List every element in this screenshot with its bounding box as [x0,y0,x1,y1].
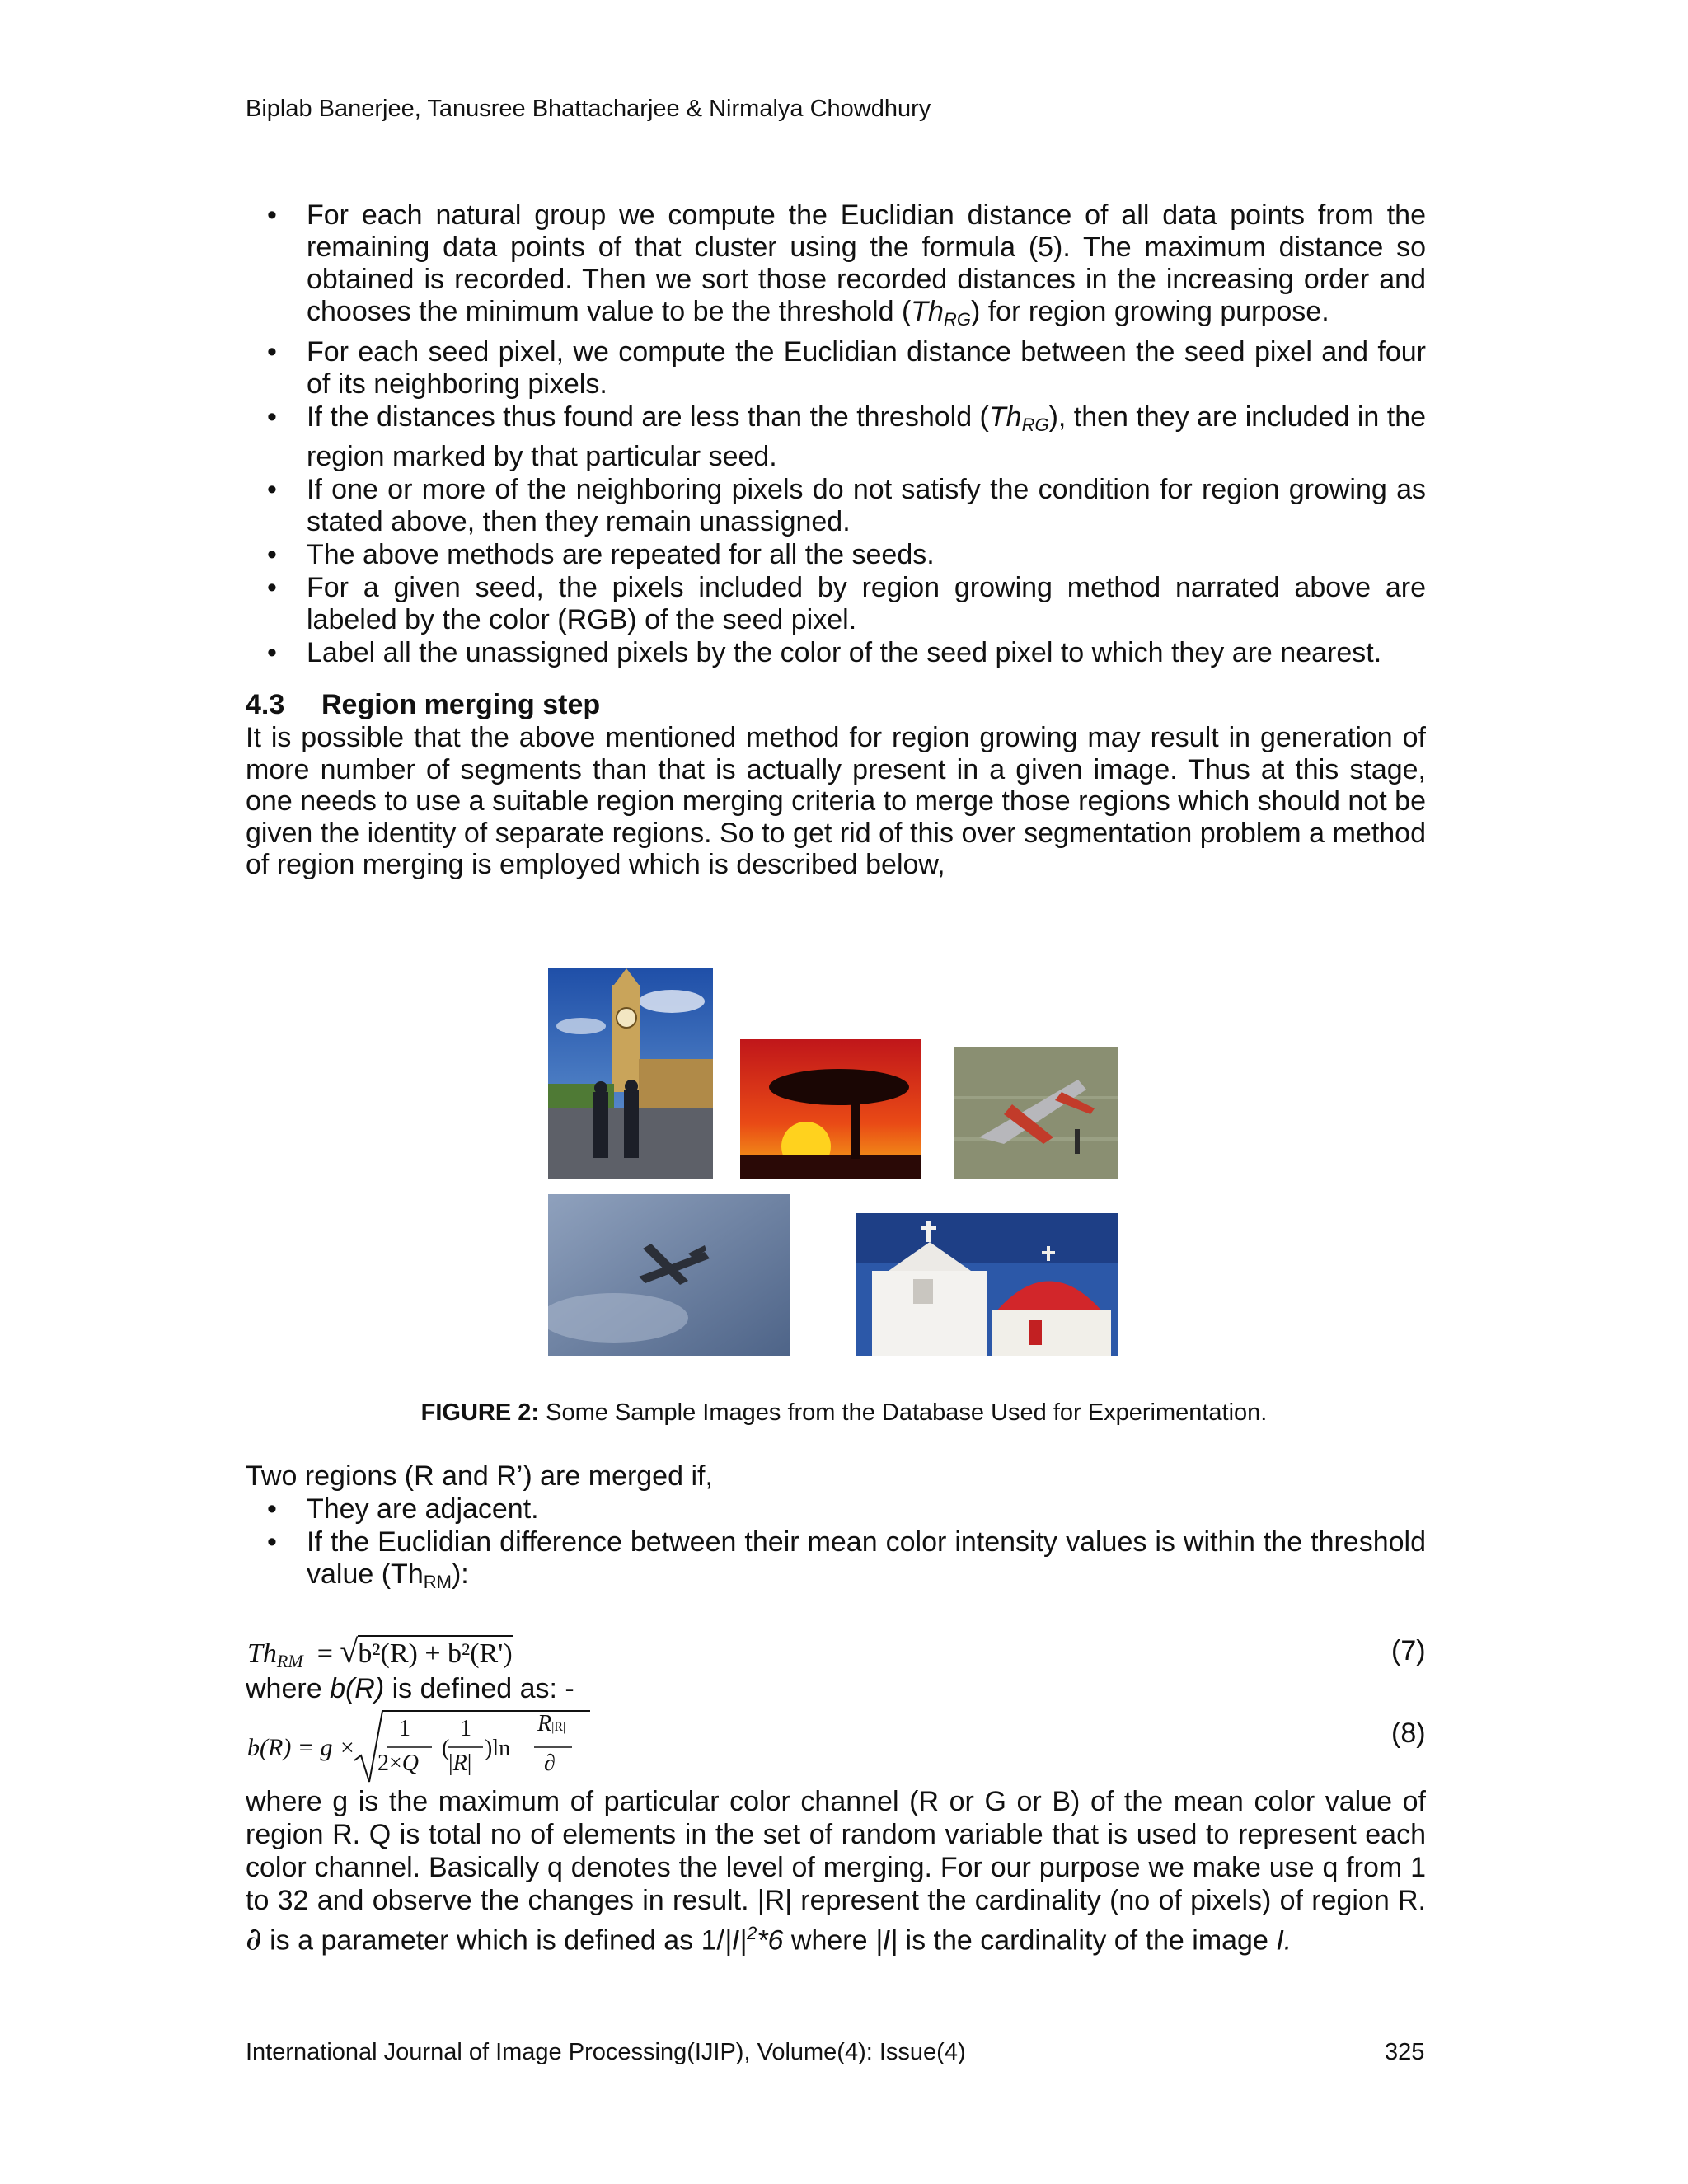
list-item: • The above methods are repeated for all the seeds. [267,539,935,570]
list-item: • If the Euclidian difference between their mean color intensity values is within the threshold value $(Th_{RM})$: [267,1526,1426,1592]
bullet-dot: • [267,401,277,433]
figure-image-big-ben [548,968,713,1179]
figure-image-church-dome [856,1213,1118,1356]
equation-number-8: (8) [1391,1718,1426,1749]
merge-criteria-list [247,1493,1426,1599]
figure-image-jet-plane [954,1047,1118,1179]
final-paragraph: where g is the maximum of particular color channel (R or G or B) of the mean color value of region R. Q is total no of elements in the set of random variable that is used to represent each color channel. Basically q denotes the level of merging. For our purpose we make use q from 1 to 32 and observe the changes in result. |R| represent the cardinality (no of pixels) of region R. ∂ is a parameter which is defined as $1/|I|^2*6$ where |I| is the cardinality of the image I. [246,1786,1426,1957]
bullet-dot: • [267,199,277,231]
list-item: • They are adjacent. [267,1493,539,1525]
list-item: • Label all the unassigned pixels by the color of the seed pixel to which they are nearest. [267,637,1382,668]
bullet-dot: • [267,539,277,570]
bullet-dot: • [267,336,277,368]
section-paragraph: It is possible that the above mentioned method for region growing may result in generation of more number of segments than that is actually present in a given image. Thus at this stage, one needs to use a suitable region merging criteria to merge those regions which should not be given the identity of separate regions. So to get rid of this over segmentation problem a method of region merging is employed which is described below, [246,722,1426,880]
bullet-dot: • [267,1493,277,1525]
equation-7: $Th_{RM} = √b^2(R) + b^2(R')$ [247,1633,513,1671]
figure-caption: FIGURE 2: Some Sample Images from the Database Used for Experimentation. [420,1399,1268,1426]
where-b-definition: where b(R) is defined as: - [246,1673,574,1704]
list-item: • For each seed pixel, we compute the Euclidian distance between the seed pixel and four of its neighboring pixels. [267,336,1426,400]
list-item: • If the distances thus found are less than the threshold $(Th_{RG})$, then they are included in the region marked by that particular seed. [267,401,1427,472]
merge-intro: Two regions (R and R’) are merged if, [246,1460,713,1492]
sqrt-symbol: √ [340,1633,359,1670]
list-item: • If one or more of the neighboring pixels do not satisfy the condition for region growing as stated above, then they remain unassigned. [267,474,1426,537]
equation-8: b(R) = g × 1 2×Q ( 1 |R| )ln R|R| ∂ [247,1706,577,1785]
figure-image-bomber-plane [548,1194,790,1356]
footer-journal: International Journal of Image Processing(IJIP), Volume(4): Issue(4) [246,2039,966,2065]
figure-image-sunset-tree [740,1039,921,1179]
equation-number-7: (7) [1391,1635,1426,1666]
list-item: • For a given seed, the pixels included by region growing method narrated above are labeled by the color (RGB) of the seed pixel. [267,572,1426,635]
bullet-dot: • [267,572,277,603]
bullet-dot: • [267,1526,277,1558]
bullet-dot: • [267,474,277,505]
bullet-dot: • [267,637,277,668]
region-growing-bullet-list [247,199,1426,670]
page-number: 325 [1385,2039,1425,2065]
section-heading: 4.3 Region merging step [246,689,601,720]
running-header: Biplab Banerjee, Tanusree Bhattacharjee & Nirmalya Chowdhury [246,96,931,122]
list-item: • For each natural group we compute the Euclidian distance of all data points from the remaining data points of that cluster using the formula (5). The maximum distance so obtained is recorded. Then we sort those recorded distances in the increasing order and chooses the minimum value to be the threshold $(Th_{RG})$ for region growing purpose. [267,199,1426,330]
